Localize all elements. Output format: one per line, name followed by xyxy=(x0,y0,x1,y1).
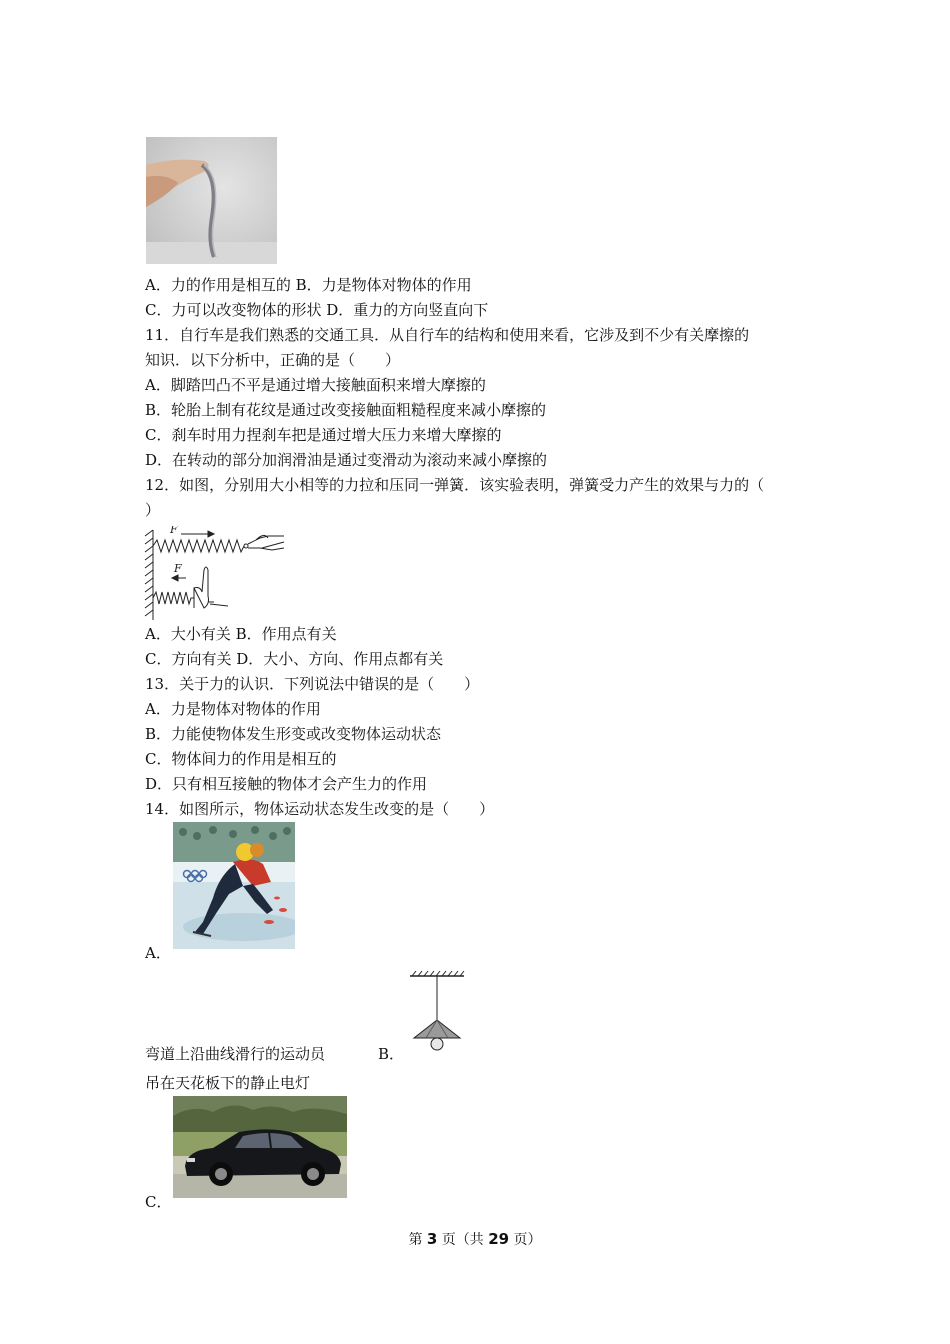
q14-option-a-letter: A． xyxy=(145,944,171,962)
footer-middle: 页（共 xyxy=(437,1232,489,1248)
spring-force-label-bottom: F xyxy=(174,562,182,575)
footer-total-pages: 29 xyxy=(488,1230,510,1248)
footer-prefix: 第 xyxy=(408,1232,427,1248)
q13-option-c: C．物体间力的作用是相互的 xyxy=(145,750,337,768)
footer-suffix: 页） xyxy=(509,1232,542,1248)
q14-option-a-caption: 弯道上沿曲线滑行的运动员 xyxy=(145,1045,326,1063)
bent-strip-photo xyxy=(146,137,277,264)
spring-force-label-top: F xyxy=(170,526,178,536)
moving-car-image xyxy=(173,1096,347,1198)
q12-options-ab: A．大小有关 B．作用点有关 xyxy=(145,625,337,643)
q14-option-c-letter: C． xyxy=(145,1193,172,1211)
q12-stem: 12．如图，分别用大小相等的力拉和压同一弹簧．该实验表明，弹簧受力产生的效果与力的（ xyxy=(145,476,765,494)
q11-option-c: C．刹车时用力捏刹车把是通过增大压力来增大摩擦的 xyxy=(145,426,502,444)
page-footer xyxy=(0,1229,950,1249)
q10-options-ab: A．力的作用是相互的 B．力是物体对物体的作用 xyxy=(145,276,472,294)
speed-skater-image xyxy=(173,822,295,949)
q11-stem: 11．自行车是我们熟悉的交通工具．从自行车的结构和使用来看，它涉及到不少有关摩擦的 xyxy=(145,326,750,344)
q12-stem-continued: ） xyxy=(145,501,161,519)
q10-options-cd: C．力可以改变物体的形状 D．重力的方向竖直向下 xyxy=(145,301,489,319)
q11-option-b: B．轮胎上制有花纹是通过改变接触面粗糙程度来减小摩擦的 xyxy=(145,401,547,419)
q11-option-d: D．在转动的部分加润滑油是通过变滑动为滚动来减小摩擦的 xyxy=(145,451,548,469)
hanging-lamp-diagram xyxy=(406,970,468,1054)
q11-option-a: A．脚踏凹凸不平是通过增大接触面积来增大摩擦的 xyxy=(145,376,486,394)
q14-option-b-caption: 吊在天花板下的静止电灯 xyxy=(145,1074,311,1092)
spring-diagram xyxy=(144,526,290,622)
q13-stem: 13．关于力的认识．下列说法中错误的是（ ） xyxy=(145,675,480,693)
q13-option-b: B．力能使物体发生形变或改变物体运动状态 xyxy=(145,725,442,743)
q14-option-b-letter: B． xyxy=(378,1045,405,1063)
q14-stem: 14．如图所示，物体运动状态发生改变的是（ ） xyxy=(145,800,495,818)
footer-page-number: 3 xyxy=(426,1230,438,1248)
q13-option-a: A．力是物体对物体的作用 xyxy=(145,700,321,718)
q13-option-d: D．只有相互接触的物体才会产生力的作用 xyxy=(145,775,428,793)
q12-options-cd: C．方向有关 D．大小、方向、作用点都有关 xyxy=(145,650,444,668)
q11-stem-continued: 知识．以下分析中，正确的是（ ） xyxy=(145,351,401,369)
